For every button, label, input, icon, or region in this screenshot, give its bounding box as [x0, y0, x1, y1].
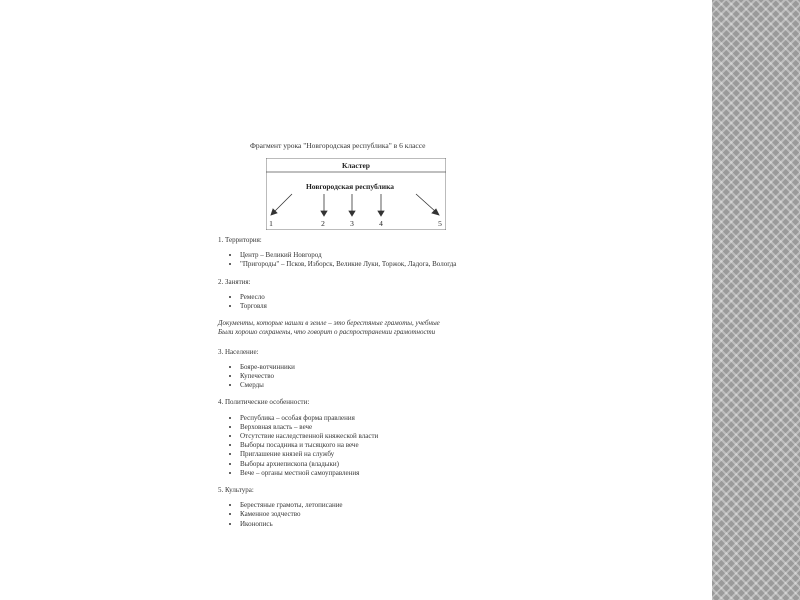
list-item: • Выборы архиепископа (владыки): [240, 460, 508, 469]
list-item: • Каменное зодчество: [240, 510, 508, 519]
decorative-side-stripe: [712, 0, 800, 600]
list-item: • Республика – особая форма правления: [240, 414, 508, 423]
list-item: • Вече – органы местной самоуправления: [240, 469, 508, 478]
diagram-number-1: 1: [269, 219, 273, 228]
list-item: • Торговля: [240, 302, 508, 311]
section-occupations: [218, 278, 508, 338]
lesson-caption: Фрагмент урока "Новгородская республика" в 6 классе: [250, 141, 426, 150]
list-item: • Приглашение князей на службу: [240, 450, 508, 459]
section-title: 1. Территория:: [218, 236, 262, 244]
diagram-number-3: 3: [350, 219, 354, 228]
section-politics: [218, 398, 508, 478]
bullet-list: [218, 414, 508, 478]
document-body: [218, 236, 508, 537]
list-item: • "Пригороды" – Псков, Изборск, Великие Луки, Торжок, Ладога, Вологда: [240, 260, 508, 269]
list-item: • Ремесло: [240, 293, 508, 302]
bullet-list: [218, 293, 508, 311]
italic-note: [218, 319, 508, 337]
list-item: • Отсутствие наследственной княжеской власти: [240, 432, 508, 441]
diagram-number-5: 5: [438, 219, 442, 228]
cluster-diagram: [266, 158, 446, 230]
section-title: 2. Занятия:: [218, 277, 251, 286]
section-title: 3. Население:: [218, 347, 259, 356]
section-title: 5. Культура:: [218, 486, 254, 495]
center-label: Новгородская республика: [305, 182, 395, 191]
list-item: • Иконопись: [240, 520, 508, 529]
bullet-list: [218, 363, 508, 391]
diagram-number-4: 4: [379, 219, 383, 228]
list-item: • Центр – Великий Новгород: [240, 251, 508, 260]
bullet-list: [218, 501, 508, 529]
list-item: • Бояре-вотчинники: [240, 363, 508, 372]
list-item: • Смерды: [240, 381, 508, 390]
diagram-number-2: 2: [321, 219, 325, 228]
bullet-list: [218, 251, 508, 269]
list-item: • Купечество: [240, 372, 508, 381]
note-line: Документы, которые нашли в земле – это берестяные грамоты, учебные: [218, 319, 440, 328]
list-item: • Выборы посадника и тысяцкого на вече: [240, 441, 508, 450]
section-population: [218, 348, 508, 391]
section-title: 4. Политические особенности:: [218, 398, 310, 407]
list-item: • Берестяные грамоты, летописание: [240, 501, 508, 510]
list-item: • Верховная власть – вече: [240, 423, 508, 432]
section-territory: [218, 236, 508, 270]
cluster-label: Кластер: [342, 161, 370, 170]
note-line: Были хорошо сохранены, что говорит о распространении грамотности: [218, 328, 436, 337]
section-culture: [218, 486, 508, 529]
